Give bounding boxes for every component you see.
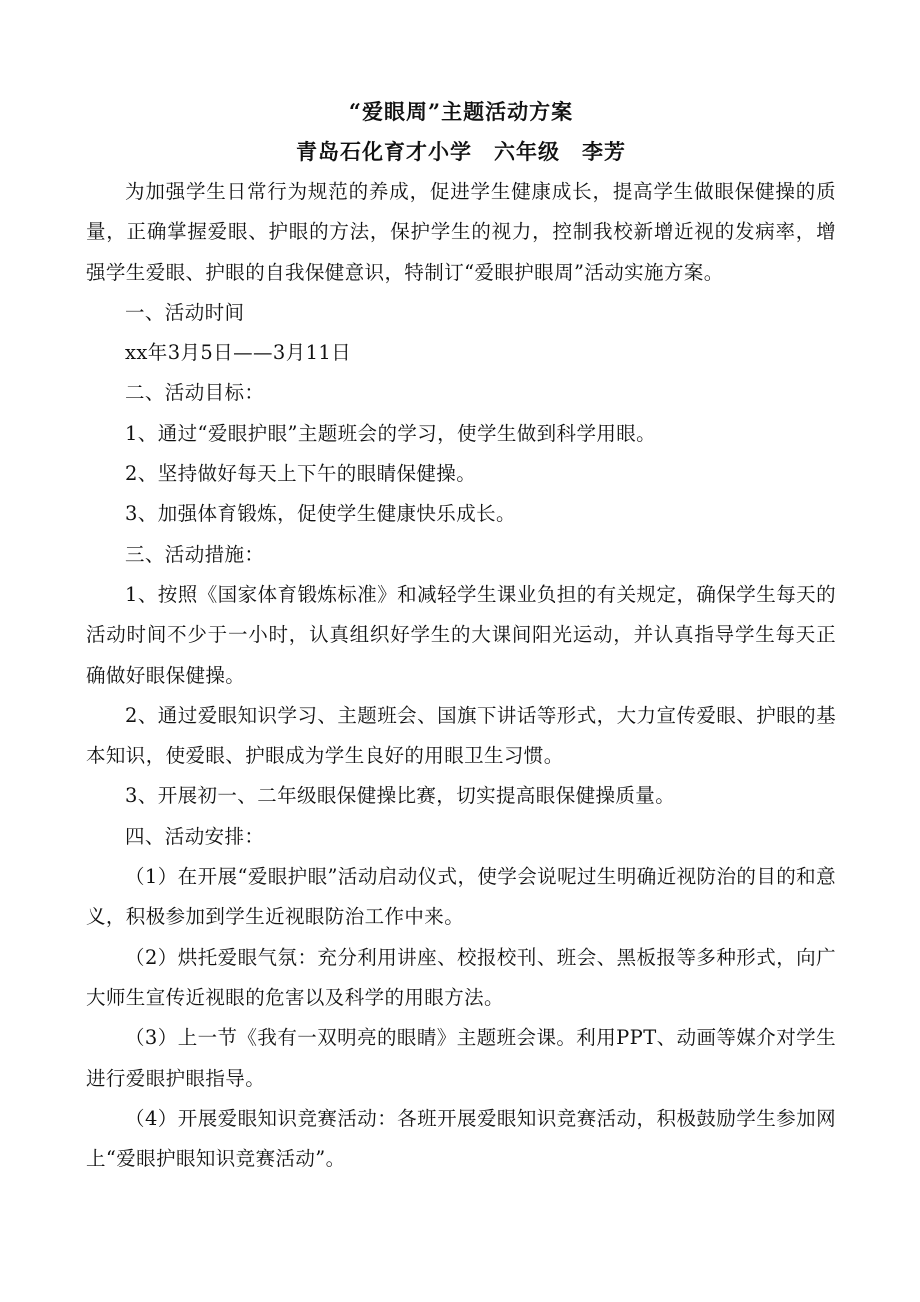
goal-item: 2、坚持做好每天上下午的眼睛保健操。	[125, 462, 477, 486]
measure-item: 3、开展初一、二年级眼保健操比赛，切实提高眼保健操质量。	[125, 784, 676, 808]
arrangement-item: （3）上一节《我有一双明亮的眼睛》主题班会课。利用PPT、动画等媒介对学生进行爱眼护眼指导。	[86, 1026, 836, 1090]
intro-paragraph: 为加强学生日常行为规范的养成，促进学生健康成长，提高学生做眼保健操的质量，正确掌握爱眼、护眼的方法，保护学生的视力，控制我校新增近视的发病率，增强学生爱眼、护眼的自我保健意识，特制订“爱眼护眼周”活动实施方案。	[86, 180, 836, 284]
arrangement-item: （1）在开展“爱眼护眼”活动启动仪式，使学会说呢过生明确近视防治的目的和意义，积极参加到学生近视眼防治工作中来。	[86, 865, 836, 929]
goal-item: 1、通过“爱眼护眼”主题班会的学习，使学生做到科学用眼。	[125, 421, 657, 445]
section-heading-arrangements: 四、活动安排：	[125, 824, 265, 848]
section-heading-time: 一、活动时间	[125, 300, 245, 324]
arrangement-item: （2）烘托爱眼气氛：充分利用讲座、校报校刊、班会、黑板报等多种形式，向广大师生宣传近视眼的危害以及科学的用眼方法。	[86, 945, 836, 1009]
section-heading-goals: 二、活动目标：	[125, 381, 265, 405]
document-page	[86, 92, 836, 1179]
goal-item: 3、加强体育锻炼，促使学生健康快乐成长。	[125, 502, 516, 526]
document-title: “爱眼周”主题活动方案	[348, 99, 574, 124]
arrangement-item: （4）开展爱眼知识竞赛活动：各班开展爱眼知识竞赛活动，积极鼓励学生参加网上“爱眼护眼知识竞赛活动”。	[86, 1106, 836, 1171]
measure-item: 1、按照《国家体育锻炼标准》和减轻学生课业负担的有关规定，确保学生每天的活动时间不少于一小时，认真组织好学生的大课间阳光运动，并认真指导学生每天正确做好眼保健操。	[86, 582, 836, 687]
section-heading-measures: 三、活动措施：	[125, 542, 265, 566]
measure-item: 2、通过爱眼知识学习、主题班会、国旗下讲话等形式，大力宣传爱眼、护眼的基本知识，使爱眼、护眼成为学生良好的用眼卫生习惯。	[86, 703, 836, 768]
activity-date: xx年3月5日——3月11日	[125, 341, 352, 365]
document-subtitle: 青岛石化育才小学 六年级 李芳	[296, 139, 626, 164]
